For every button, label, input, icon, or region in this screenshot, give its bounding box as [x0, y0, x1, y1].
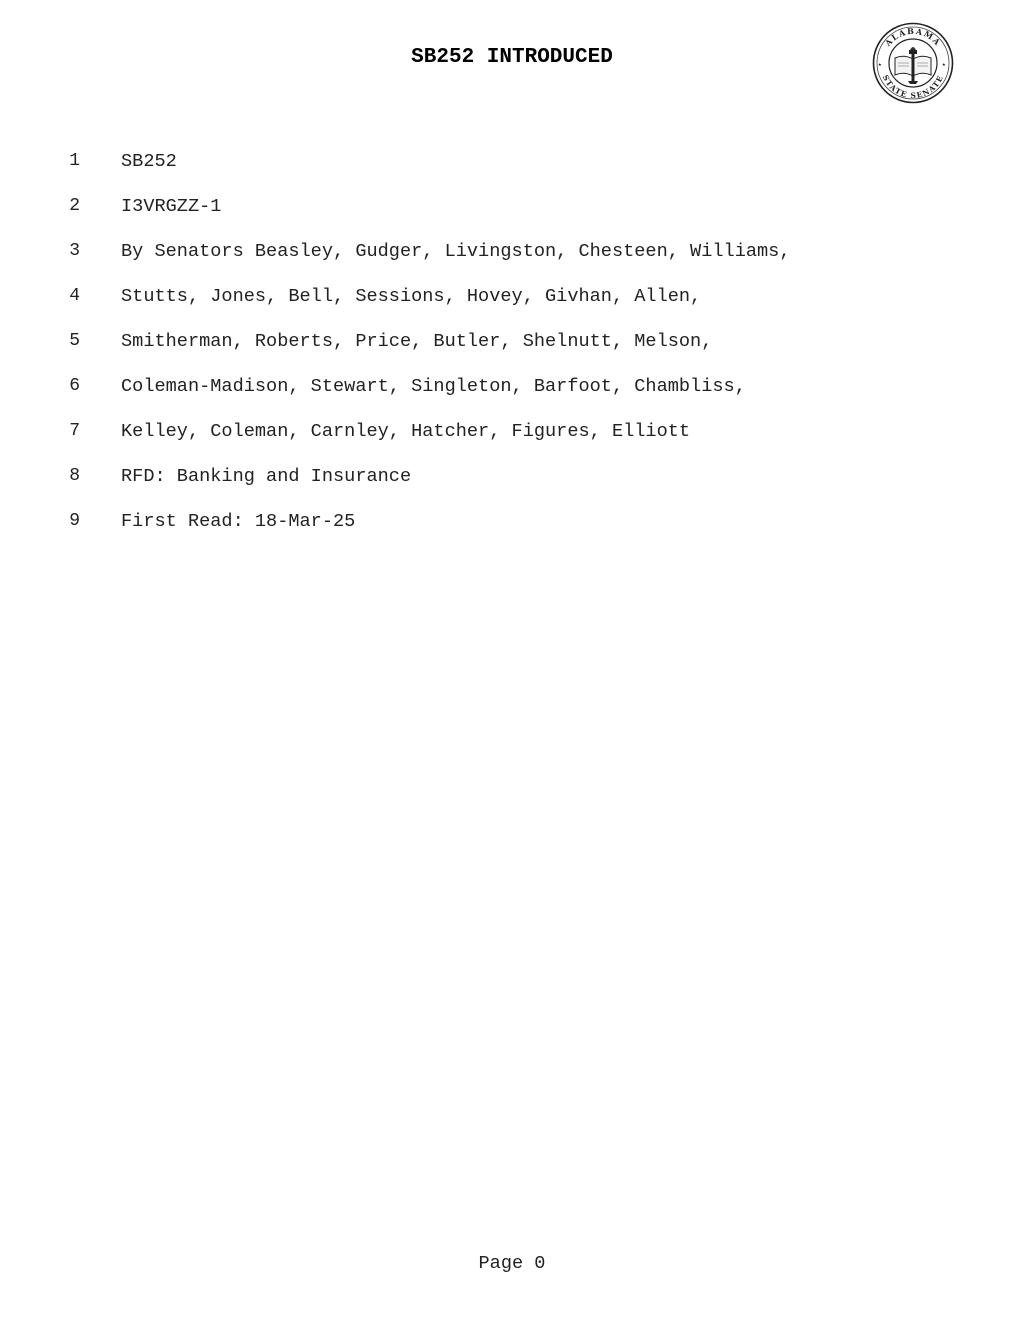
bill-number: SB252	[121, 151, 177, 172]
line-number: 5	[69, 331, 80, 351]
line-number: 1	[69, 151, 80, 171]
text-line	[0, 241, 1024, 269]
page-number: Page 0	[478, 1253, 546, 1274]
sponsors-line: Kelley, Coleman, Carnley, Hatcher, Figures, Elliott	[121, 421, 691, 442]
line-number: 6	[69, 376, 80, 396]
text-line	[0, 286, 1024, 314]
committee-referral: RFD: Banking and Insurance	[121, 466, 412, 487]
line-number: 2	[69, 196, 80, 216]
line-number: 9	[69, 511, 80, 531]
line-number: 3	[69, 241, 80, 261]
line-number: 8	[69, 466, 80, 486]
document-code: I3VRGZZ-1	[121, 196, 222, 217]
sponsors-line: By Senators Beasley, Gudger, Livingston, Chesteen, Williams,	[121, 241, 791, 262]
line-number: 7	[69, 421, 80, 441]
sponsors-line: Coleman-Madison, Stewart, Singleton, Barfoot, Chambliss,	[121, 376, 746, 397]
seal-bottom-text: STATE SENATE	[880, 73, 946, 101]
text-line	[0, 511, 1024, 539]
svg-text:★: ★	[942, 61, 946, 68]
page-title: SB252 INTRODUCED	[411, 46, 613, 69]
svg-text:★: ★	[878, 61, 882, 68]
line-number: 4	[69, 286, 80, 306]
text-line	[0, 331, 1024, 359]
first-read-date: First Read: 18-Mar-25	[121, 511, 356, 532]
text-line	[0, 466, 1024, 494]
text-line	[0, 151, 1024, 179]
sponsors-line: Smitherman, Roberts, Price, Butler, Shelnutt, Melson,	[121, 331, 713, 352]
state-senate-seal-icon	[872, 22, 954, 104]
text-line	[0, 196, 1024, 224]
sponsors-line: Stutts, Jones, Bell, Sessions, Hovey, Givhan, Allen,	[121, 286, 702, 307]
seal-top-text: ALABAMA	[882, 25, 944, 48]
text-line	[0, 421, 1024, 449]
text-line	[0, 376, 1024, 404]
